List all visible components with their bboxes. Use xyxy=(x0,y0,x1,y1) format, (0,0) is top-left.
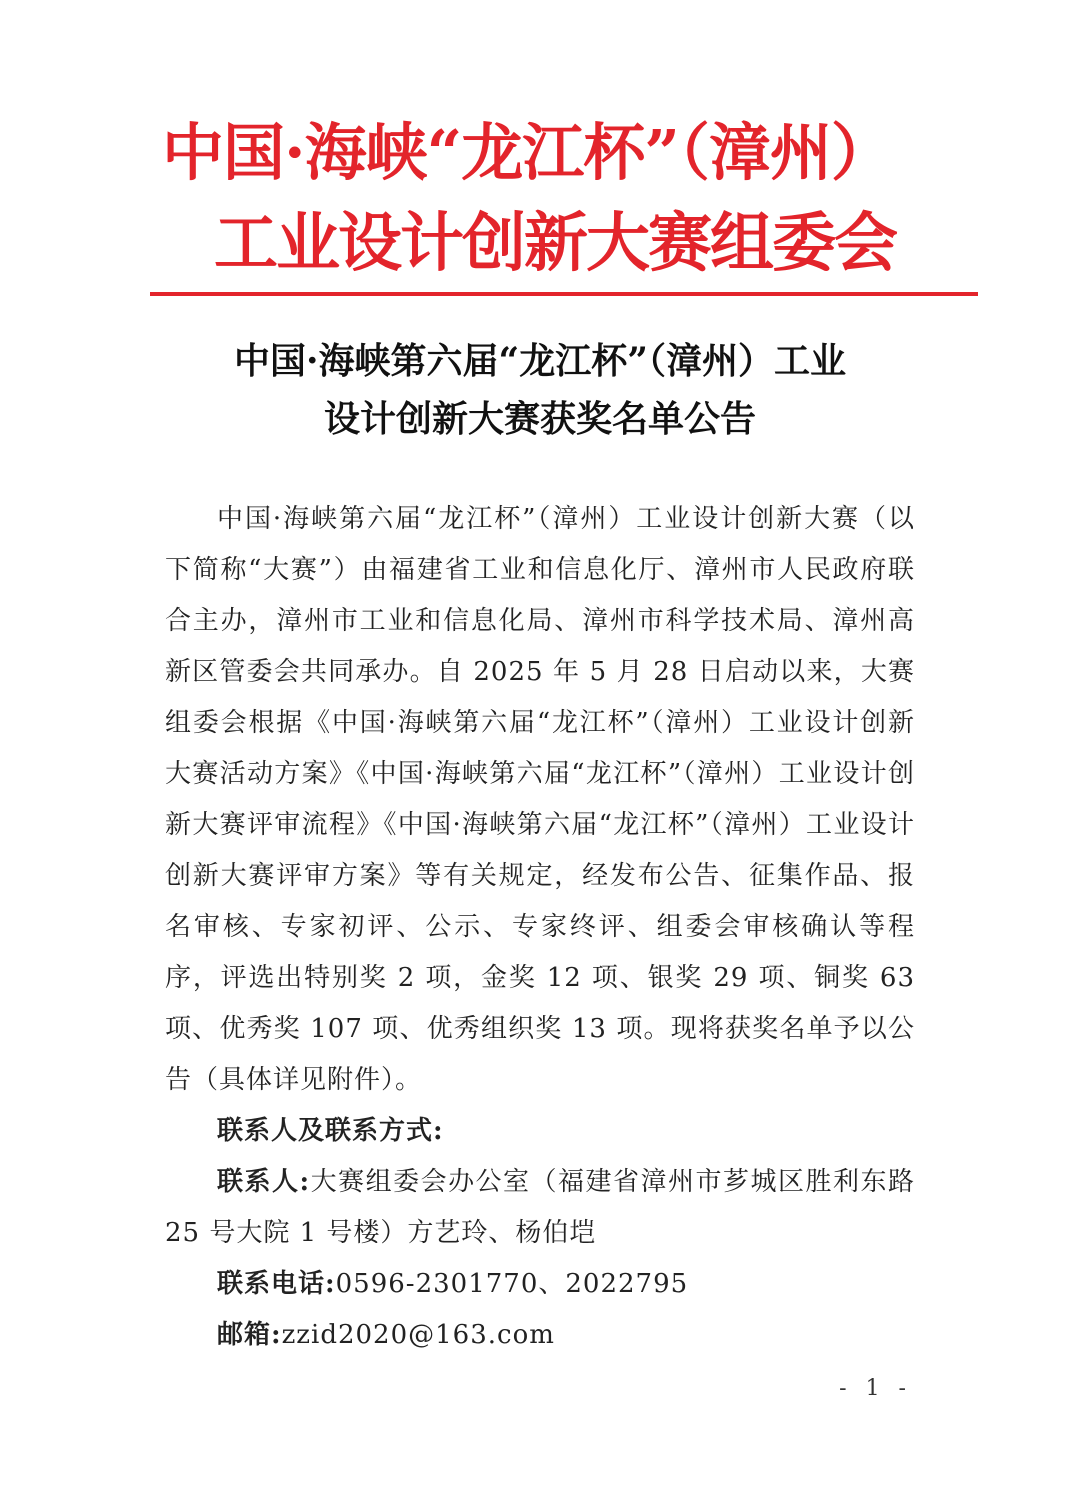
letterhead-line-2: 工业设计创新大赛组委会 xyxy=(214,206,896,281)
contact-heading: 联系人及联系方式: xyxy=(217,1116,444,1146)
letterhead-line-1: 中国·海峡“龙江杯”（漳州） xyxy=(162,116,892,189)
announcement-paragraph: 中国·海峡第六届“龙江杯”（漳州）工业设计创新大赛（以下简称“大赛”）由福建省工业和信息化厅、漳州市人民政府联合主办，漳州市工业和信息化局、漳州市科学技术局、漳州高新区管委会共同承办。自 2025 年 5 月 28 日启动以来，大赛组委会根据《中国·海峡第六届“龙江杯”（漳州）工业设计创新大赛活动方案》《中国·海峡第六届“龙江杯”（漳州）工业设计创新大赛评审流程》《中国·海峡第六届“龙江杯”（漳州）工业设计创新大赛评审方案》等有关规定，经发布公告、征集作品、报名审核、专家初评、公示、专家终评、组委会审核确认等程序，评选出特别奖 2 项，金奖 12 项、银奖 29 项、铜奖 63 项、优秀奖 107 项、优秀组织奖 13 项。现将获奖名单予以公告（具体详见附件）。 xyxy=(165,504,915,1095)
contact-person-label: 联系人: xyxy=(217,1167,311,1197)
letterhead-divider xyxy=(150,292,978,296)
contact-phone-value: 0596-2301770、2022795 xyxy=(335,1269,689,1299)
page-number: - 1 - xyxy=(839,1376,912,1401)
document-title-line-1: 中国·海峡第六届“龙江杯”（漳州）工业 xyxy=(234,340,846,382)
letterhead xyxy=(150,108,978,290)
document-body xyxy=(165,494,915,1361)
document-title-line-2: 设计创新大赛获奖名单公告 xyxy=(323,398,756,440)
contact-phone-label: 联系电话: xyxy=(217,1269,336,1299)
contact-email-row xyxy=(165,1310,915,1361)
document-title xyxy=(150,332,930,448)
contact-person-value: 大赛组委会办公室（福建省漳州市芗城区胜利东路 25 号大院 1 号楼）方艺玲、杨伯垲 xyxy=(165,1167,915,1248)
contact-email-label: 邮箱: xyxy=(217,1320,282,1350)
contact-email-value: zzid2020@163.com xyxy=(281,1320,555,1350)
contact-person-row xyxy=(165,1157,915,1259)
contact-phone-row xyxy=(165,1259,915,1310)
